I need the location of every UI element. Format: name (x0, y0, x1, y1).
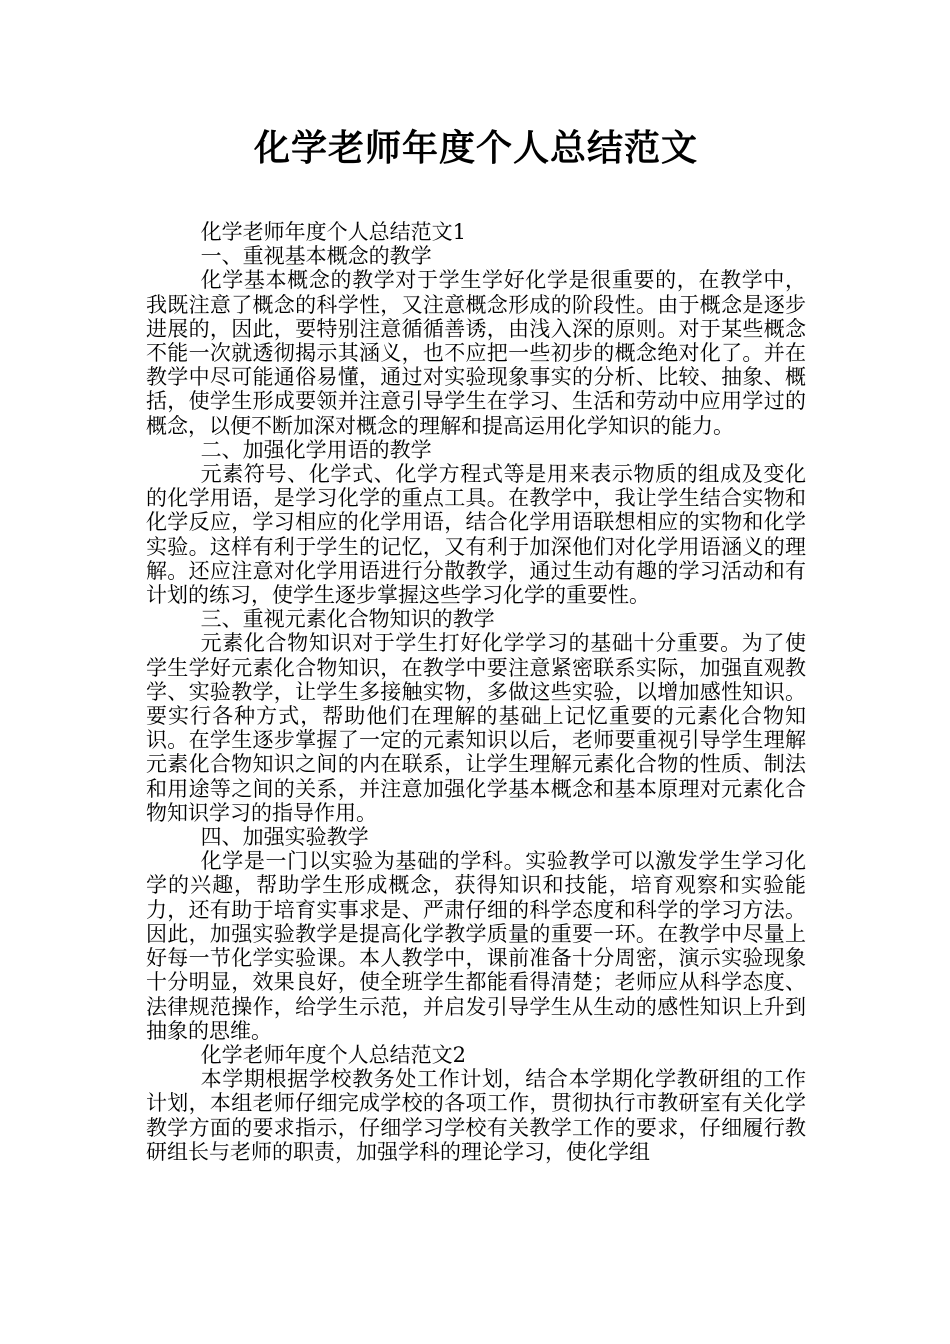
section-heading-4: 四、加强实验教学 (200, 825, 369, 850)
paragraph: 化学是一门以实验为基础的学科。实验教学可以激发学生学习化学的兴趣，帮助学生形成概念，获得知识和技能，培育观察和实验能力，还有助于培育实事求是、严肃仔细的科学态度和科学的学习方法。因此，加强实验教学是提高化学教学质量的重要一环。在教学中尽量上好每一节化学实验课。本人教学中，课前准备十分周密，演示实验现象十分明显，效果良好，使全班学生都能看得清楚；老师应从科学态度、法律规范操作，给学生示范，并启发引导学生从生动的感性知识上升到抽象的思维。 (146, 849, 806, 1043)
section-heading-2: 二、加强化学用语的教学 (200, 437, 432, 462)
section-title-essay-2: 化学老师年度个人总结范文2 (200, 1042, 466, 1067)
section-heading-3: 三、重视元素化合物知识的教学 (200, 607, 495, 632)
paragraph: 元素化合物知识对于学生打好化学学习的基础十分重要。为了使学生学好元素化合物知识，在教学中要注意紧密联系实际，加强直观教学、实验教学，让学生多接触实物，多做这些实验，以增加感性知识。要实行各种方式，帮助他们在理解的基础上记忆重要的元素化合物知识。在学生逐步掌握了一定的元素知识以后，老师要重视引导学生理解元素化合物知识之间的内在联系，让学生理解元素化合物的性质、制法和用途等之间的关系，并注意加强化学基本概念和基本原理对元素化合物知识学习的指导作用。 (146, 631, 806, 825)
section-heading-1: 一、重视基本概念的教学 (200, 244, 432, 269)
paragraph: 元素符号、化学式、化学方程式等是用来表示物质的组成及变化的化学用语，是学习化学的重点工具。在教学中，我让学生结合实物和化学反应，学习相应的化学用语，结合化学用语联想相应的实物和化学实验。这样有利于学生的记忆，又有利于加深他们对化学用语涵义的理解。还应注意对化学用语进行分散教学，通过生动有趣的学习活动和有计划的练习，使学生逐步掌握这些学习化学的重要性。 (146, 462, 806, 608)
section-title-essay-1: 化学老师年度个人总结范文1 (200, 220, 466, 244)
paragraph: 本学期根据学校教务处工作计划，结合本学期化学教研组的工作计划，本组老师仔细完成学校的各项工作，贯彻执行市教研室有关化学教学方面的要求指示，仔细学习学校有关教学工作的要求，仔细履行教研组长与老师的职责，加强学科的理论学习，使化学组 (146, 1067, 806, 1164)
document-page (146, 122, 806, 1164)
document-body (146, 220, 806, 1164)
document-title: 化学老师年度个人总结范文 (253, 128, 698, 169)
paragraph: 化学基本概念的教学对于学生学好化学是很重要的，在教学中，我既注意了概念的科学性，又注意概念形成的阶段性。由于概念是逐步进展的，因此，要特别注意循循善诱，由浅入深的原则。对于某些概念不能一次就透彻揭示其涵义，也不应把一些初步的概念绝对化了。并在教学中尽可能通俗易懂，通过对实验现象事实的分析、比较、抽象、概括，使学生形成要领并注意引导学生在学习、生活和劳动中应用学过的概念，以便不断加深对概念的理解和提高运用化学知识的能力。 (146, 268, 806, 438)
